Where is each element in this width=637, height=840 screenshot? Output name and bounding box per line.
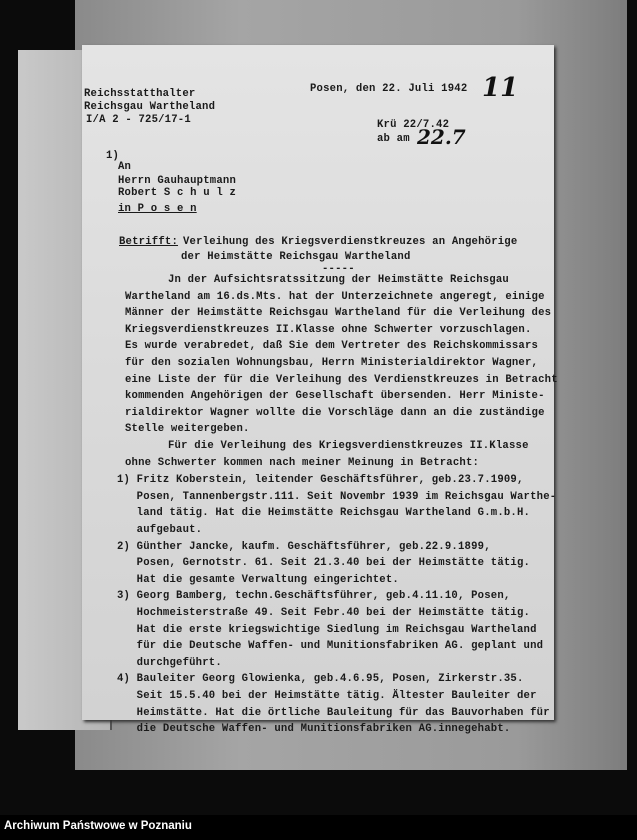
body-line: land tätig. Hat die Heimstätte Reichsgau Wartheland G.m.b.H. [117, 507, 531, 520]
body-line: 1) Fritz Koberstein, leitender Geschäftsführer, geb.23.7.1909, [117, 474, 524, 487]
subject-label: Betrifft: [119, 236, 179, 248]
subject-separator: ----- [322, 263, 355, 275]
reference-number: I/A 2 - 725/17-1 [86, 114, 191, 126]
body-line: Männer der Heimstätte Reichsgau Wartheland für die Verleihung des [125, 307, 552, 320]
body-line: rialdirektor Wagner wollte die Vorschläge dann an die zuständige [125, 406, 545, 419]
body-line: Kriegsverdienstkreuzes II.Klasse ohne Schwerter vorzuschlagen. [125, 323, 532, 336]
body-line: Posen, Gernotstr. 61. Seit 21.3.40 bei der Heimstätte tätig. [117, 557, 531, 570]
body-line: Wartheland am 16.ds.Mts. hat der Unterzeichnete angeregt, einige [125, 290, 545, 303]
body-line: Posen, Tannenbergstr.111. Seit Novembr 1939 im Reichsgau Warthe- [117, 490, 557, 503]
body-line: Es wurde verabredet, daß Sie dem Vertreter des Reichskommissars [125, 340, 539, 353]
recipient-line: Herrn Gauhauptmann [118, 175, 237, 187]
stamp-line-1: Krü 22/7.42 [377, 119, 450, 131]
body-line: 3) Georg Bamberg, techn.Geschäftsführer, geb.4.11.10, Posen, [117, 590, 511, 603]
body-line: Seit 15.5.40 bei der Heimstätte tätig. Ältester Bauleiter der [117, 690, 537, 702]
stamp-line-2-prefix: ab am [377, 133, 410, 145]
body-line: Hat die erste kriegswichtige Siedlung im Reichsgau Wartheland [117, 623, 537, 636]
body-line: kommenden Angehörigen der Gesellschaft übersenden. Herr Ministe- [125, 390, 545, 403]
subject-line-2: der Heimstätte Reichsgau Wartheland [181, 251, 411, 263]
body-line: Hochmeisterstraße 49. Seit Febr.40 bei der Heimstätte tätig. [117, 607, 531, 619]
place-date: Posen, den 22. Juli 1942 [310, 83, 468, 95]
archive-label: Archiwum Państwowe w Poznaniu [4, 820, 192, 832]
document-page [82, 45, 558, 736]
recipient-line: An [118, 161, 132, 173]
body-line: 2) Günther Jancke, kaufm. Geschäftsführer, geb.22.9.1899, [117, 540, 491, 553]
body-line: ohne Schwerter kommen nach meiner Meinung in Betracht: [125, 456, 480, 469]
body-line: aufgebaut. [117, 524, 203, 536]
body-line: für den sozialen Wohnungsbau, Herrn Ministerialdirektor Wagner, [125, 357, 539, 369]
item-number: 1) [106, 150, 120, 162]
body-line: Hat die gesamte Verwaltung eingerichtet. [117, 573, 399, 586]
body-line: 4) Bauleiter Georg Glowienka, geb.4.6.95, Posen, Zirkerstr.35. [117, 673, 524, 686]
recipient-line: Robert S c h u l z [118, 187, 237, 199]
body-line: eine Liste der für die Verleihung des Verdienstkreuzes in Betracht [125, 373, 558, 386]
body-line: für die Deutsche Waffen- und Munitionsfabriken AG. geplant und [117, 640, 544, 653]
body-line: Stelle weitergeben. [125, 423, 250, 436]
body-line: Jn der Aufsichtsratssitzung der Heimstätte Reichsgau [168, 274, 509, 286]
stamp-handwritten-date: 22.7 [417, 125, 466, 149]
folio-number: 11 [482, 73, 519, 103]
archive-footer [0, 815, 637, 840]
body-line: durchgeführt. [117, 656, 222, 669]
sender-line-2: Reichsgau Wartheland [84, 101, 216, 113]
recipient-line: in P o s e n [118, 203, 197, 215]
body-line: Heimstätte. Hat die örtliche Bauleitung für das Bauvorhaben für [117, 706, 550, 719]
body-line: Für die Verleihung des Kriegsverdienstkreuzes II.Klasse [168, 440, 529, 452]
sender-line-1: Reichsstatthalter [84, 88, 196, 100]
body-line: die Deutsche Waffen- und Munitionsfabriken AG.innegehabt. [117, 723, 511, 736]
subject-line-1: Verleihung des Kriegsverdienstkreuzes an Angehörige [183, 236, 518, 248]
